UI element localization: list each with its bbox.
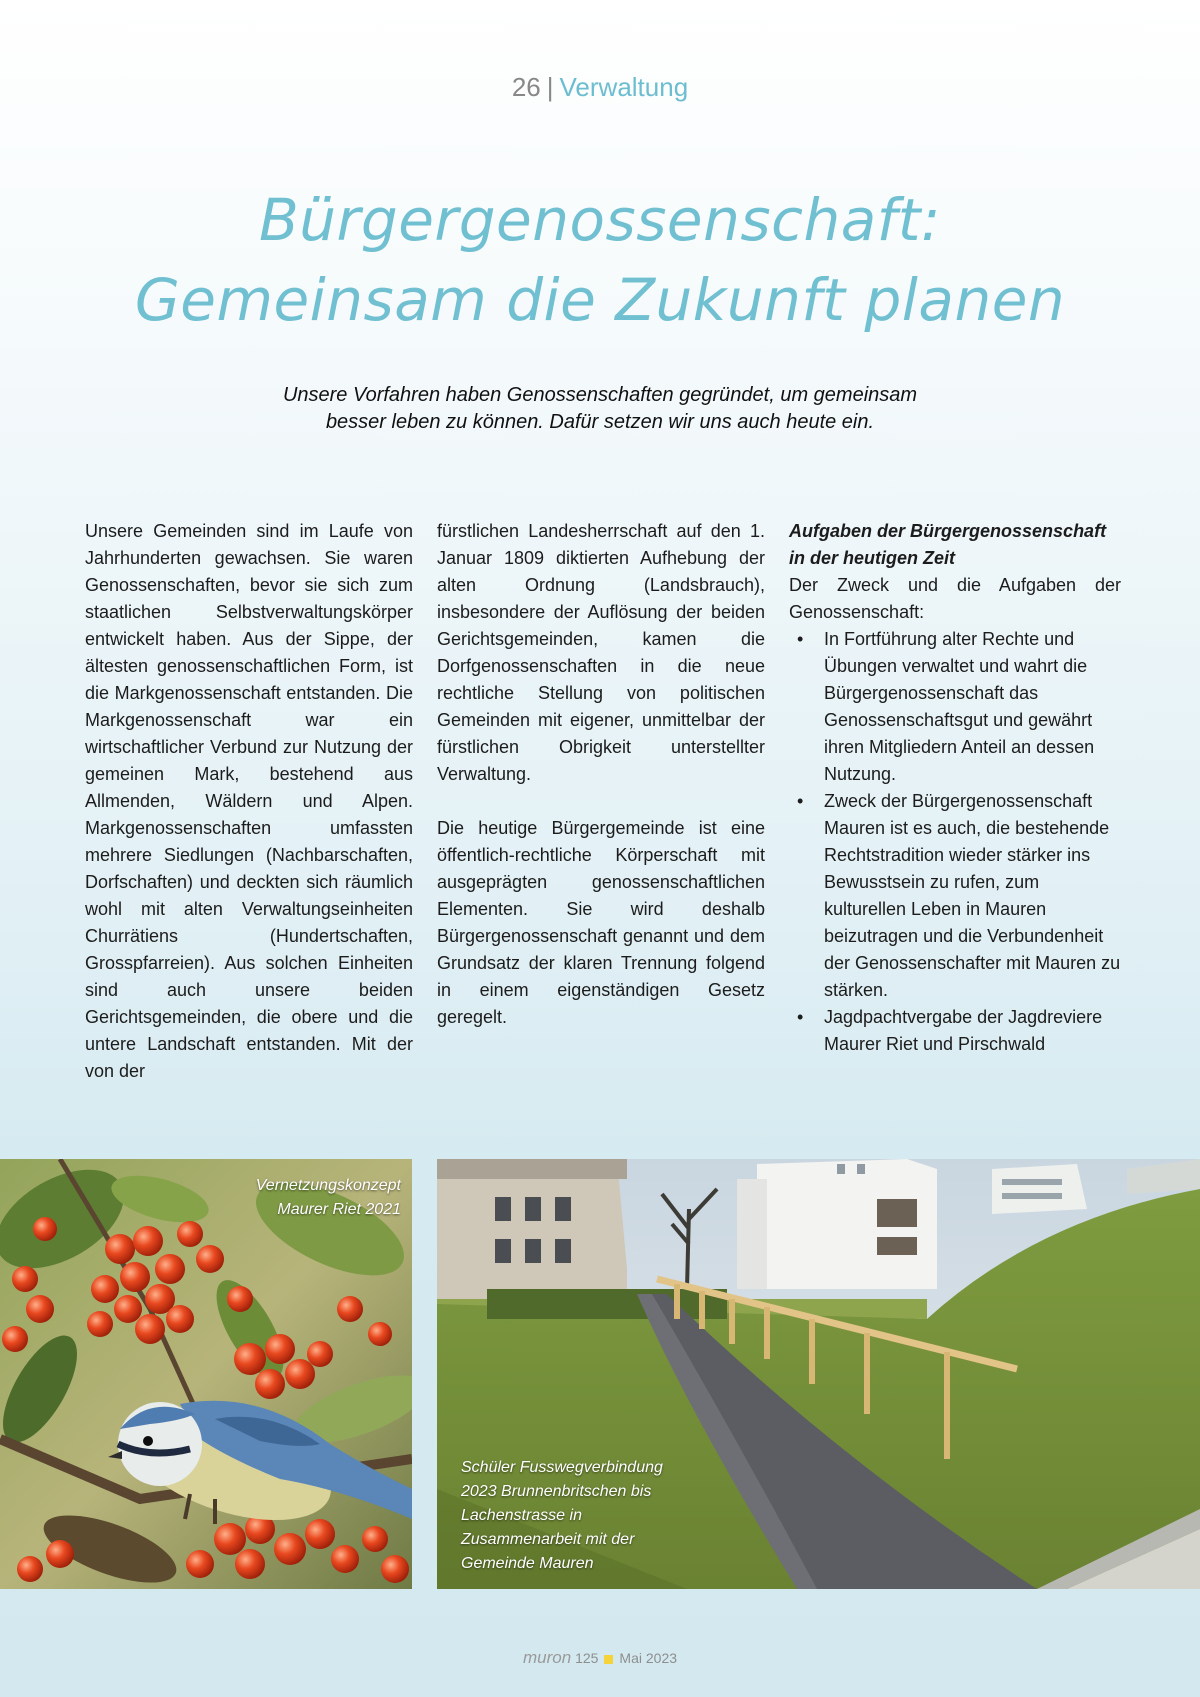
list-item — [789, 1004, 1121, 1058]
list-item-text: Zweck der Bürgergenossenschaft Mauren ist es auch, die bestehende Rechtstradition wieder stärker ins Bewusstsein zu rufen, zum kulturellen Leben in Mauren beizutragen und die Verbundenheit der Genossenschafter mit Mauren zu stärken. — [824, 791, 1121, 1000]
text-column-1 — [85, 518, 413, 1085]
title-line-1: Bürgergenossenschaft: — [259, 186, 941, 254]
header-separator: | — [546, 72, 554, 102]
paragraph: Unsere Gemeinden sind im Laufe von Jahrhunderten gewachsen. Sie waren Genossenschaften, bevor sie sich zum staatlichen Selbstverwaltungskörper entwickelt haben. Aus der Sippe, der ältesten genossenschaftlichen Form, ist die Markgenossenschaft entstanden. Die Markgenossenschaft war ein wirtschaftlicher Verbund zur Nutzung der gemeinen Mark, bestehend aus Allmenden, Wäldern und Alpen. Markgenossenschaften umfassten mehrere Siedlungen (Nachbarschaften, Dorfschaften) und deckten sich räumlich wohl mit alten Verwaltungseinheiten Churrätiens (Hundertschaften, Grosspfarreien). Aus solchen Einheiten sind auch unsere beiden Gerichtsgemeinden, die obere und die untere Landschaft entstanden. Mit der von der — [85, 521, 413, 1081]
bullet-icon: • — [797, 629, 804, 649]
lead-text — [0, 382, 1200, 436]
title-line-2: Gemeinsam die Zukunft planen — [134, 266, 1066, 334]
magazine-name: muron — [522, 1648, 572, 1667]
article-title — [0, 180, 1200, 340]
issue-number: 125 — [575, 1650, 599, 1666]
page-header — [0, 72, 1200, 103]
paragraph: fürstlichen Landesherrschaft auf den 1. Januar 1809 diktierten Aufhebung der alten Ordnung (Landsbrauch), insbesondere der Auflösung der beiden Gerichtsgemeinden, kamen die Dorfgenossenschaften in die neue rechtliche Stellung von politischen Gemeinden mit eigener, unmittelbar der fürstlichen Obrigkeit unterstellter Verwaltung. — [437, 521, 765, 784]
list-item — [789, 788, 1121, 1004]
list-item — [789, 626, 1121, 788]
task-list — [789, 626, 1121, 1058]
text-column-2 — [437, 518, 765, 1031]
page-number: 26 — [511, 72, 541, 102]
list-item-text: Jagdpachtvergabe der Jagdreviere Maurer Riet und Pirschwald — [824, 1007, 1103, 1054]
lead-line-1: Unsere Vorfahren haben Genossenschaften gegründet, um gemeinsam — [282, 384, 918, 406]
right-photo-caption: Schüler Fusswegverbindung 2023 Brunnenbritschen bis Lachenstrasse in Zusammenarbeit mit der Gemeinde Mauren — [461, 1459, 663, 1572]
box-heading — [789, 518, 1121, 572]
info-box — [789, 518, 1121, 1058]
box-heading-line-1: Aufgaben der Bürgergenossenschaft — [789, 521, 1107, 541]
paragraph: Die heutige Bürgergemeinde ist eine öffentlich-rechtliche Körperschaft mit ausgeprägten genossenschaftlichen Elementen. Sie wird deshalb Bürgergenossenschaft genannt und dem Grundsatz der klaren Trennung folgend in einem eigenständigen Gesetz geregelt. — [437, 818, 765, 1027]
lead-line-2: besser leben zu können. Dafür setzen wir uns auch heute ein. — [325, 411, 875, 433]
bird-berries-photo — [0, 1159, 412, 1589]
box-heading-line-2: in der heutigen Zeit — [789, 548, 956, 568]
issue-date: Mai 2023 — [619, 1650, 678, 1666]
bullet-icon: • — [797, 791, 804, 811]
section-name: Verwaltung — [559, 72, 689, 102]
caption-line-1: Vernetzungskonzept — [255, 1177, 401, 1194]
caption-line-2: Maurer Riet 2021 — [277, 1201, 401, 1218]
page-footer — [0, 1648, 1200, 1668]
square-icon — [604, 1655, 613, 1664]
list-item-text: In Fortführung alter Rechte und Übungen verwaltet und wahrt die Bürgergenossenschaft das Genossenschaftsgut und gewährt ihren Mitgliedern Anteil an dessen Nutzung. — [824, 629, 1095, 784]
left-photo-caption — [201, 1174, 401, 1222]
bullet-icon: • — [797, 1007, 804, 1027]
box-intro: Der Zweck und die Aufgaben der Genossenschaft: — [789, 575, 1121, 622]
